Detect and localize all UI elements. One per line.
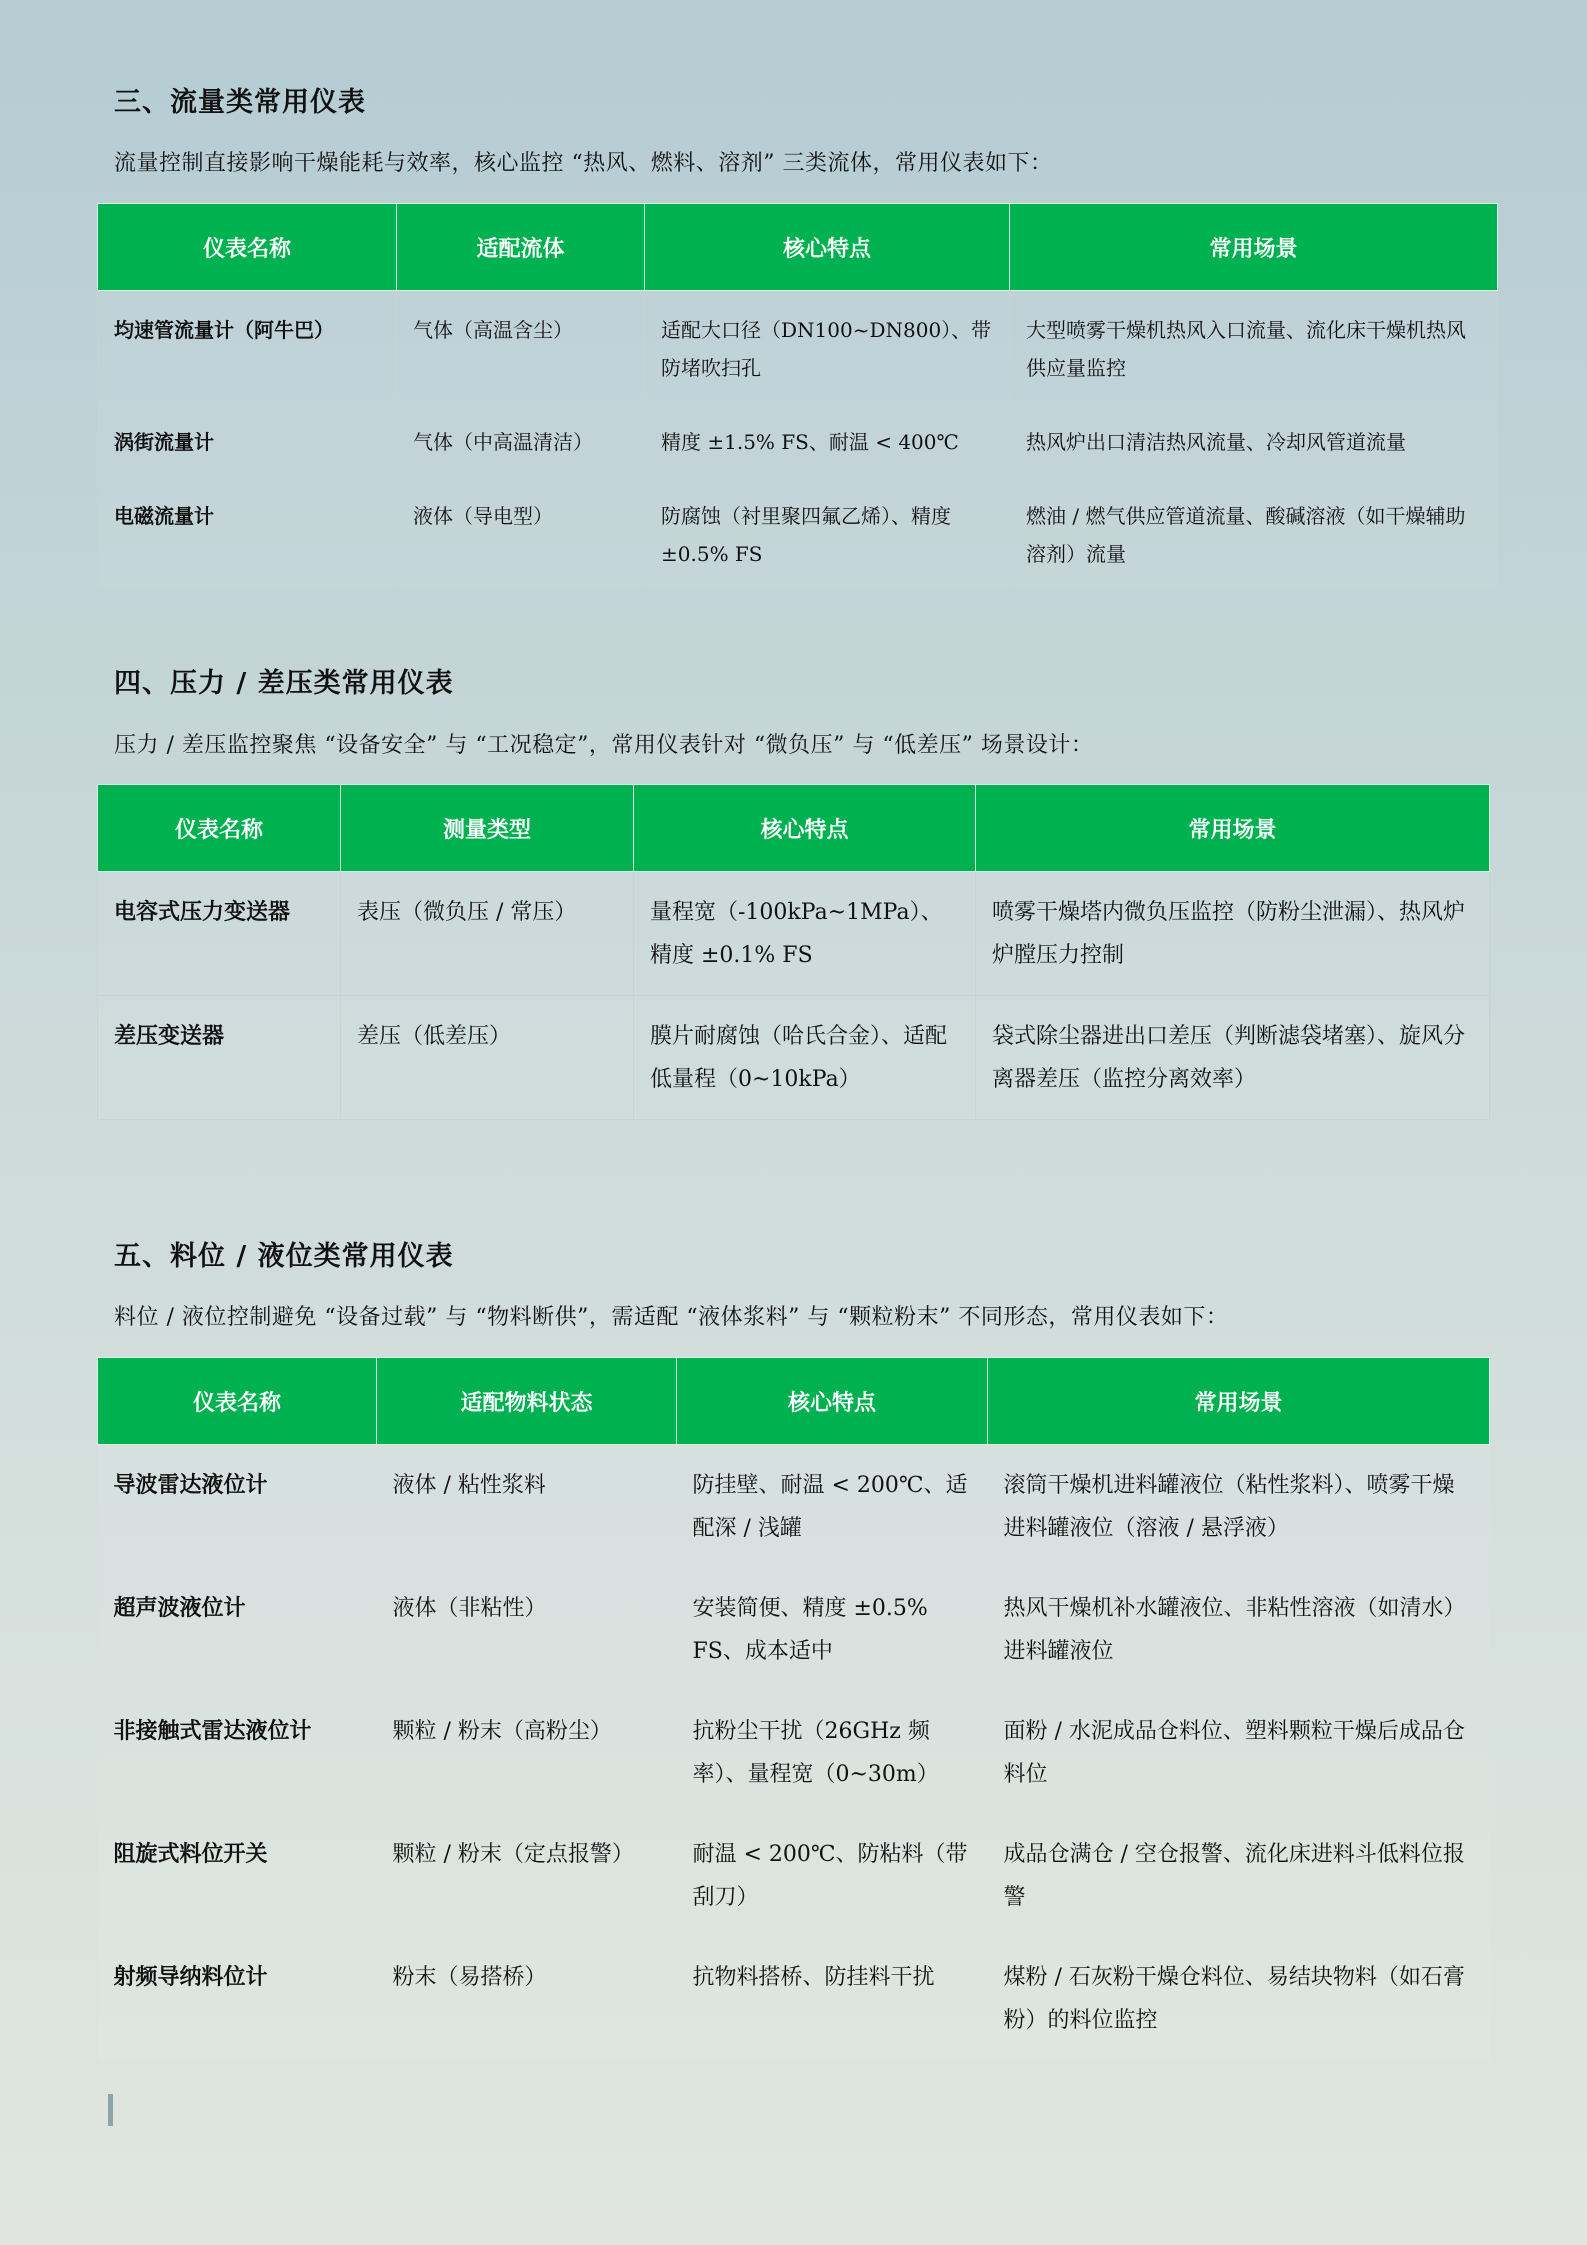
instrument-name: 电容式压力变送器 [98, 872, 341, 996]
col-header-name: 仪表名称 [98, 204, 397, 291]
features-cell: 膜片耐腐蚀（哈氏合金）、适配低量程（0~10kPa） [634, 996, 976, 1120]
features-cell: 抗物料搭桥、防挂料干扰 [677, 1937, 988, 2060]
material-state-cell: 液体 / 粘性浆料 [377, 1445, 677, 1569]
scenario-cell: 滚筒干燥机进料罐液位（粘性浆料）、喷雾干燥进料罐液位（溶液 / 悬浮液） [988, 1445, 1490, 1569]
col-header-fluid: 适配流体 [397, 204, 645, 291]
col-header-measure-type: 测量类型 [341, 785, 634, 872]
section-4-intro: 压力 / 差压监控聚焦 “设备安全” 与 “工况稳定”，常用仪表针对 “微负压” 与 “低差压” 场景设计： [114, 733, 1094, 758]
section-4-title: 四、压力 / 差压类常用仪表 [114, 668, 454, 699]
table-row [98, 1691, 1490, 1814]
fluid-cell: 液体（导电型） [397, 477, 645, 589]
scenario-cell: 燃油 / 燃气供应管道流量、酸碱溶液（如干燥辅助溶剂）流量 [1010, 477, 1498, 589]
features-cell: 耐温 < 200℃、防粘料（带刮刀） [677, 1814, 988, 1937]
material-state-cell: 液体（非粘性） [377, 1568, 677, 1691]
table-header-row [98, 204, 1498, 291]
col-header-material-state: 适配物料状态 [377, 1358, 677, 1445]
table-row [98, 996, 1490, 1120]
instrument-name: 阻旋式料位开关 [98, 1814, 377, 1937]
measure-type-cell: 差压（低差压） [341, 996, 634, 1120]
level-instruments-table [97, 1357, 1490, 2060]
col-header-features: 核心特点 [677, 1358, 988, 1445]
col-header-features: 核心特点 [645, 204, 1010, 291]
fluid-cell: 气体（中高温清洁） [397, 403, 645, 477]
material-state-cell: 粉末（易搭桥） [377, 1937, 677, 2060]
features-cell: 精度 ±1.5% FS、耐温 < 400℃ [645, 403, 1010, 477]
instrument-name: 射频导纳料位计 [98, 1937, 377, 2060]
features-cell: 防挂壁、耐温 < 200℃、适配深 / 浅罐 [677, 1445, 988, 1569]
features-cell: 防腐蚀（衬里聚四氟乙烯）、精度 ±0.5% FS [645, 477, 1010, 589]
instrument-name: 导波雷达液位计 [98, 1445, 377, 1569]
instrument-name: 非接触式雷达液位计 [98, 1691, 377, 1814]
scenario-cell: 喷雾干燥塔内微负压监控（防粉尘泄漏）、热风炉炉膛压力控制 [976, 872, 1490, 996]
table-row [98, 403, 1498, 477]
col-header-name: 仪表名称 [98, 785, 341, 872]
section-3-title: 三、流量类常用仪表 [114, 87, 366, 118]
section-3-intro: 流量控制直接影响干燥能耗与效率，核心监控 “热风、燃料、溶剂” 三类流体，常用仪表如下： [114, 151, 1053, 176]
table-row [98, 477, 1498, 589]
section-5-title: 五、料位 / 液位类常用仪表 [114, 1241, 454, 1272]
table-row [98, 1445, 1490, 1569]
table-row [98, 872, 1490, 996]
features-cell: 量程宽（-100kPa~1MPa）、精度 ±0.1% FS [634, 872, 976, 996]
features-cell: 安装简便、精度 ±0.5% FS、成本适中 [677, 1568, 988, 1691]
instrument-name: 超声波液位计 [98, 1568, 377, 1691]
material-state-cell: 颗粒 / 粉末（高粉尘） [377, 1691, 677, 1814]
scenario-cell: 煤粉 / 石灰粉干燥仓料位、易结块物料（如石膏粉）的料位监控 [988, 1937, 1490, 2060]
scenario-cell: 热风炉出口清洁热风流量、冷却风管道流量 [1010, 403, 1498, 477]
table-row [98, 1814, 1490, 1937]
scenario-cell: 面粉 / 水泥成品仓料位、塑料颗粒干燥后成品仓料位 [988, 1691, 1490, 1814]
table-row [98, 291, 1498, 403]
col-header-scenarios: 常用场景 [1010, 204, 1498, 291]
instrument-name: 涡街流量计 [98, 403, 397, 477]
features-cell: 抗粉尘干扰（26GHz 频率）、量程宽（0~30m） [677, 1691, 988, 1814]
instrument-name: 差压变送器 [98, 996, 341, 1120]
scenario-cell: 大型喷雾干燥机热风入口流量、流化床干燥机热风供应量监控 [1010, 291, 1498, 403]
table-row [98, 1937, 1490, 2060]
page-edge-marker [108, 2094, 113, 2126]
fluid-cell: 气体（高温含尘） [397, 291, 645, 403]
features-cell: 适配大口径（DN100~DN800）、带防堵吹扫孔 [645, 291, 1010, 403]
instrument-name: 电磁流量计 [98, 477, 397, 589]
table-header-row [98, 785, 1490, 872]
scenario-cell: 袋式除尘器进出口差压（判断滤袋堵塞）、旋风分离器差压（监控分离效率） [976, 996, 1490, 1120]
section-5-intro: 料位 / 液位控制避免 “设备过载” 与 “物料断供”，需适配 “液体浆料” 与 “颗粒粉末” 不同形态，常用仪表如下： [114, 1305, 1229, 1330]
scenario-cell: 热风干燥机补水罐液位、非粘性溶液（如清水）进料罐液位 [988, 1568, 1490, 1691]
col-header-scenarios: 常用场景 [988, 1358, 1490, 1445]
table-header-row [98, 1358, 1490, 1445]
col-header-features: 核心特点 [634, 785, 976, 872]
table-row [98, 1568, 1490, 1691]
col-header-name: 仪表名称 [98, 1358, 377, 1445]
col-header-scenarios: 常用场景 [976, 785, 1490, 872]
pressure-instruments-table [97, 784, 1490, 1120]
material-state-cell: 颗粒 / 粉末（定点报警） [377, 1814, 677, 1937]
instrument-name: 均速管流量计（阿牛巴） [98, 291, 397, 403]
flow-instruments-table [97, 203, 1498, 589]
scenario-cell: 成品仓满仓 / 空仓报警、流化床进料斗低料位报警 [988, 1814, 1490, 1937]
measure-type-cell: 表压（微负压 / 常压） [341, 872, 634, 996]
